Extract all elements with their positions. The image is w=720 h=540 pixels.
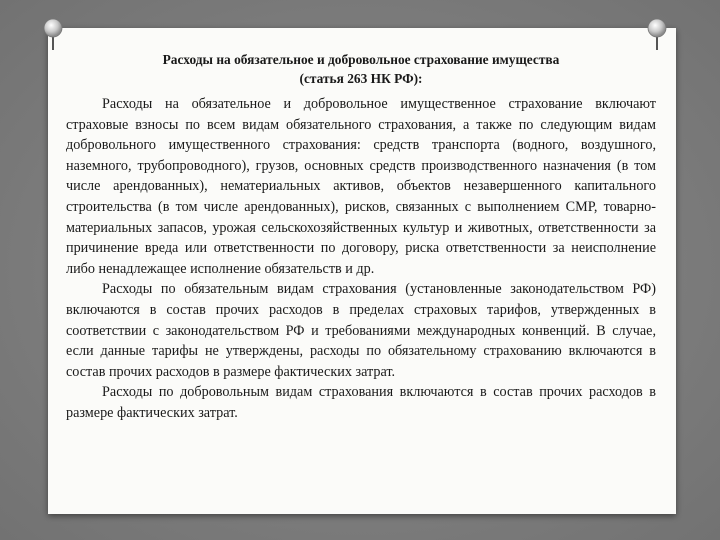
title-line-2: (статья 263 НК РФ): (299, 71, 423, 86)
document-title (66, 50, 656, 88)
paragraph-1: Расходы на обязательное и добровольное имущественное страхование включают страховые взносы по всем видам обязательного страхования, а также по следующим видам добровольного имущественного страхования: средств транспорта (водного, воздушного, наземного, трубопроводного), грузов, основных средств производственного назначения (в том числе арендованных), нематериальных активов, объектов незавершенного капитального строительства (в том числе арендованных), рисков, связанных с выполнением СМР, товарно-материальных запасов, урожая сельскохозяйственных культур и животных, ответственности за причинение вреда или ответственности по договору, риска ответственности за неисполнение либо ненадлежащее исполнение обязательств и др. (66, 96, 656, 277)
paragraph-2: Расходы по обязательным видам страхования (установленные законодательством РФ) включаются в состав прочих расходов в пределах страховых тарифов, утвержденных в соответствии с законодательством РФ и требованиями международных конвенций. В случае, если данные тарифы не утверждены, расходы по обязательному страхованию включаются в состав прочих расходов в размере фактических затрат. (66, 281, 656, 380)
pushpin-icon (644, 18, 670, 52)
paragraph-3: Расходы по добровольным видам страхования включаются в состав прочих расходов в размере фактических затрат. (66, 384, 656, 421)
document-content (66, 50, 656, 424)
title-line-1: Расходы на обязательное и добровольное страхование имущества (162, 52, 560, 67)
pushpin-icon (40, 18, 66, 52)
